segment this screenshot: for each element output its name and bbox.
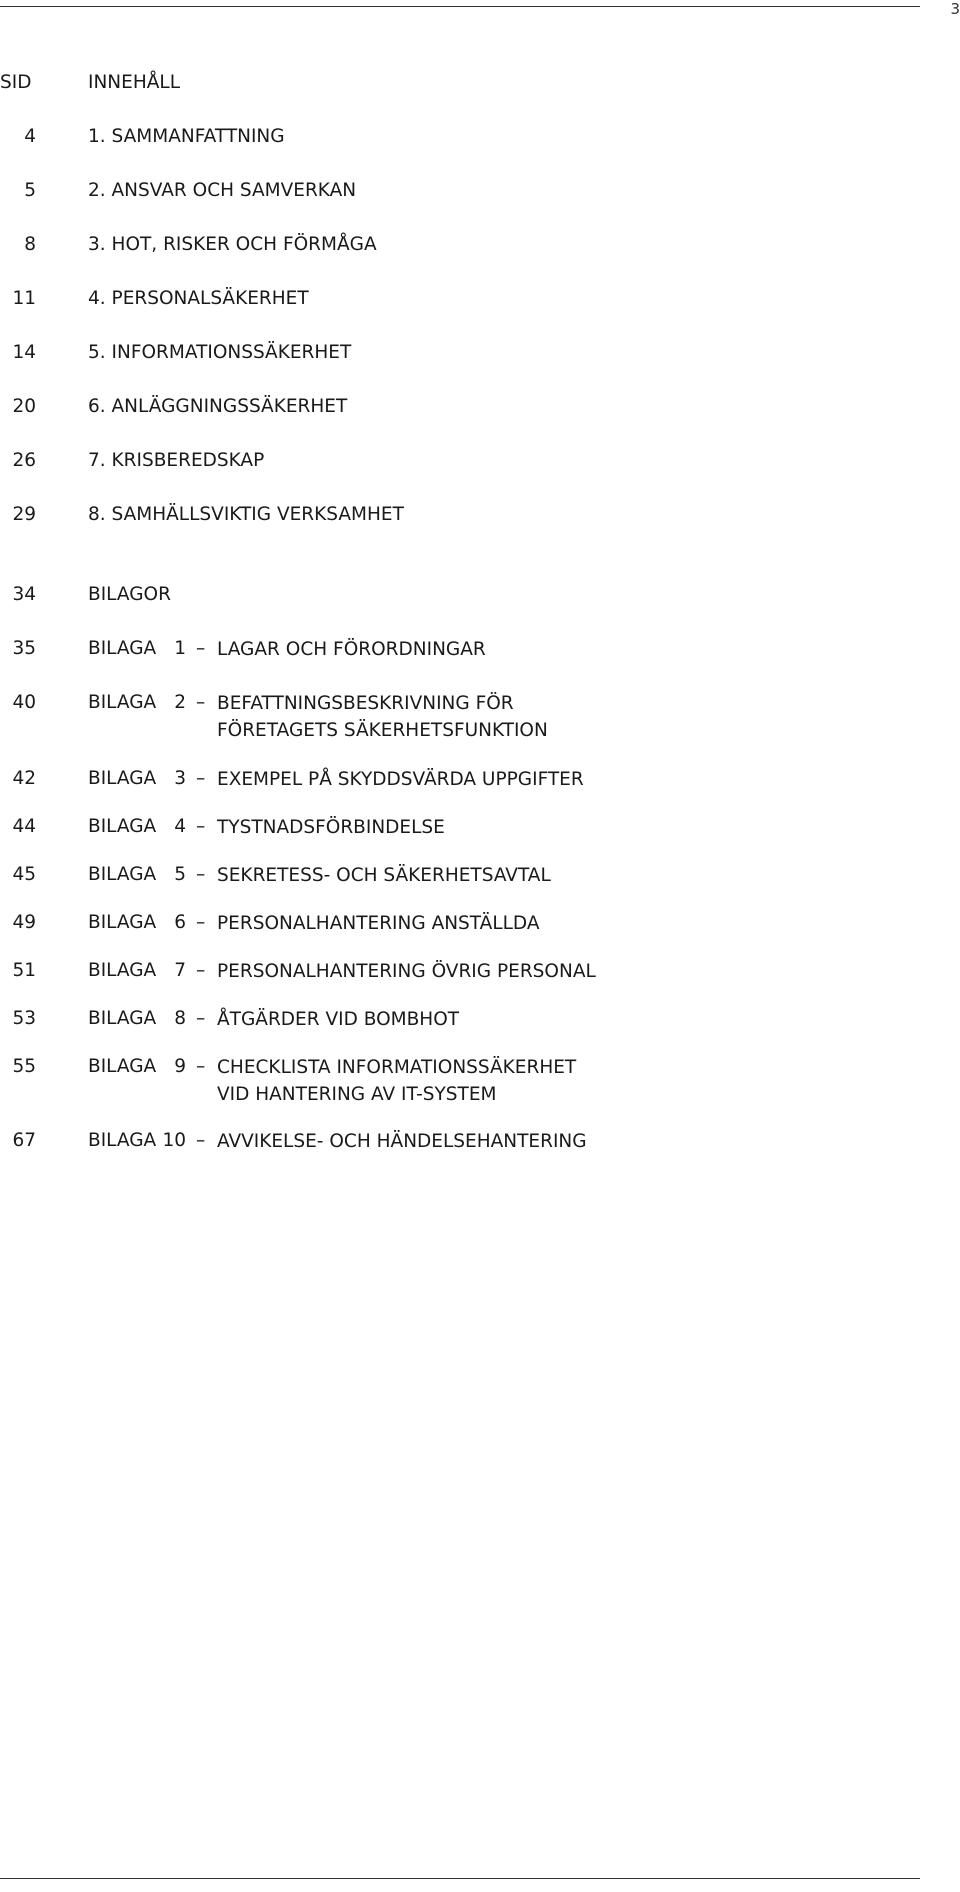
appendix-title xyxy=(217,636,486,663)
bottom-rule xyxy=(0,1878,920,1879)
appendix-number: 1 xyxy=(174,638,186,659)
entry-title: 6. ANLÄGGNINGSSÄKERHET xyxy=(88,396,348,417)
appendix-dash: – xyxy=(196,768,206,789)
appendix-dash: – xyxy=(196,638,206,659)
appendix-title-line: CHECKLISTA INFORMATIONSSÄKERHET xyxy=(217,1057,577,1078)
appendix-number: 4 xyxy=(174,816,186,837)
appendix-dash: – xyxy=(196,960,206,981)
appendix-title-line: VID HANTERING AV IT-SYSTEM xyxy=(217,1084,497,1105)
appendix-number: 8 xyxy=(174,1008,186,1029)
entry-page-number: 26 xyxy=(12,450,36,471)
appendix-dash: – xyxy=(196,692,206,713)
appendix-label: BILAGA xyxy=(88,1056,157,1077)
appendix-dash: – xyxy=(196,816,206,837)
entry-page-number: 67 xyxy=(12,1130,36,1151)
entry-title: 3. HOT, RISKER OCH FÖRMÅGA xyxy=(88,234,377,255)
appendix-dash: – xyxy=(196,1056,206,1077)
appendix-dash: – xyxy=(196,1130,206,1151)
contents-heading: INNEHÅLL xyxy=(88,72,181,93)
appendix-title xyxy=(217,766,584,793)
entry-page-number: 45 xyxy=(12,864,36,885)
top-rule xyxy=(0,6,920,7)
appendix-title xyxy=(217,1006,459,1033)
entry-page-number: 20 xyxy=(12,396,36,417)
appendix-label: BILAGA xyxy=(88,960,157,981)
appendix-dash: – xyxy=(196,864,206,885)
appendix-label: BILAGA xyxy=(88,1130,157,1151)
entry-page-number: 40 xyxy=(12,692,36,713)
entry-page-number: 44 xyxy=(12,816,36,837)
entry-page-number: 29 xyxy=(12,504,36,525)
appendix-title-line: TYSTNADSFÖRBINDELSE xyxy=(217,817,445,838)
appendix-title xyxy=(217,814,445,841)
appendix-label: BILAGA xyxy=(88,1008,157,1029)
appendix-title-line: PERSONALHANTERING ANSTÄLLDA xyxy=(217,913,540,934)
appendix-label: BILAGA xyxy=(88,816,157,837)
appendix-title-line: FÖRETAGETS SÄKERHETSFUNKTION xyxy=(217,720,548,741)
appendix-title-line: LAGAR OCH FÖRORDNINGAR xyxy=(217,639,486,660)
appendix-title-line: BEFATTNINGSBESKRIVNING FÖR xyxy=(217,693,514,714)
appendix-label: BILAGA xyxy=(88,864,157,885)
entry-page-number: 8 xyxy=(24,234,36,255)
appendix-label: BILAGA xyxy=(88,912,157,933)
appendix-number: 2 xyxy=(174,692,186,713)
entry-page-number: 49 xyxy=(12,912,36,933)
appendix-title xyxy=(217,862,551,889)
entry-page-number: 53 xyxy=(12,1008,36,1029)
appendix-title-line: EXEMPEL PÅ SKYDDSVÄRDA UPPGIFTER xyxy=(217,769,584,790)
appendix-title-line: SEKRETESS- OCH SÄKERHETSAVTAL xyxy=(217,865,551,886)
entry-page-number: 5 xyxy=(24,180,36,201)
entry-page-number: 55 xyxy=(12,1056,36,1077)
appendix-number: 7 xyxy=(174,960,186,981)
appendix-number: 3 xyxy=(174,768,186,789)
page-number: 3 xyxy=(950,0,960,18)
entry-title: 4. PERSONALSÄKERHET xyxy=(88,288,309,309)
appendix-number: 10 xyxy=(162,1130,186,1151)
appendix-number: 5 xyxy=(174,864,186,885)
appendix-dash: – xyxy=(196,912,206,933)
entry-page-number: 11 xyxy=(12,288,36,309)
appendix-title xyxy=(217,958,596,985)
appendix-title xyxy=(217,1054,576,1108)
entry-title: 5. INFORMATIONSSÄKERHET xyxy=(88,342,352,363)
entry-page-number: 14 xyxy=(12,342,36,363)
entry-page-number: 4 xyxy=(24,126,36,147)
appendix-title-line: ÅTGÄRDER VID BOMBHOT xyxy=(217,1009,460,1030)
entry-page-number: 51 xyxy=(12,960,36,981)
appendix-label: BILAGA xyxy=(88,692,157,713)
appendix-dash: – xyxy=(196,1008,206,1029)
entry-page-number: 34 xyxy=(12,584,36,605)
appendix-title-line: PERSONALHANTERING ÖVRIG PERSONAL xyxy=(217,961,596,982)
appendix-title-line: AVVIKELSE- OCH HÄNDELSEHANTERING xyxy=(217,1131,587,1152)
appendix-number: 9 xyxy=(174,1056,186,1077)
appendix-label: BILAGA xyxy=(88,638,157,659)
appendices-heading: BILAGOR xyxy=(88,584,171,605)
appendix-title xyxy=(217,910,540,937)
entry-page-number: 35 xyxy=(12,638,36,659)
entry-title: 8. SAMHÄLLSVIKTIG VERKSAMHET xyxy=(88,504,404,525)
page-column-heading: SID xyxy=(0,72,32,93)
entry-title: 2. ANSVAR OCH SAMVERKAN xyxy=(88,180,357,201)
entry-page-number: 42 xyxy=(12,768,36,789)
appendix-title xyxy=(217,690,548,744)
entry-title: 1. SAMMANFATTNING xyxy=(88,126,285,147)
entry-title: 7. KRISBEREDSKAP xyxy=(88,450,265,471)
appendix-label: BILAGA xyxy=(88,768,157,789)
appendix-title xyxy=(217,1128,587,1155)
appendix-number: 6 xyxy=(174,912,186,933)
